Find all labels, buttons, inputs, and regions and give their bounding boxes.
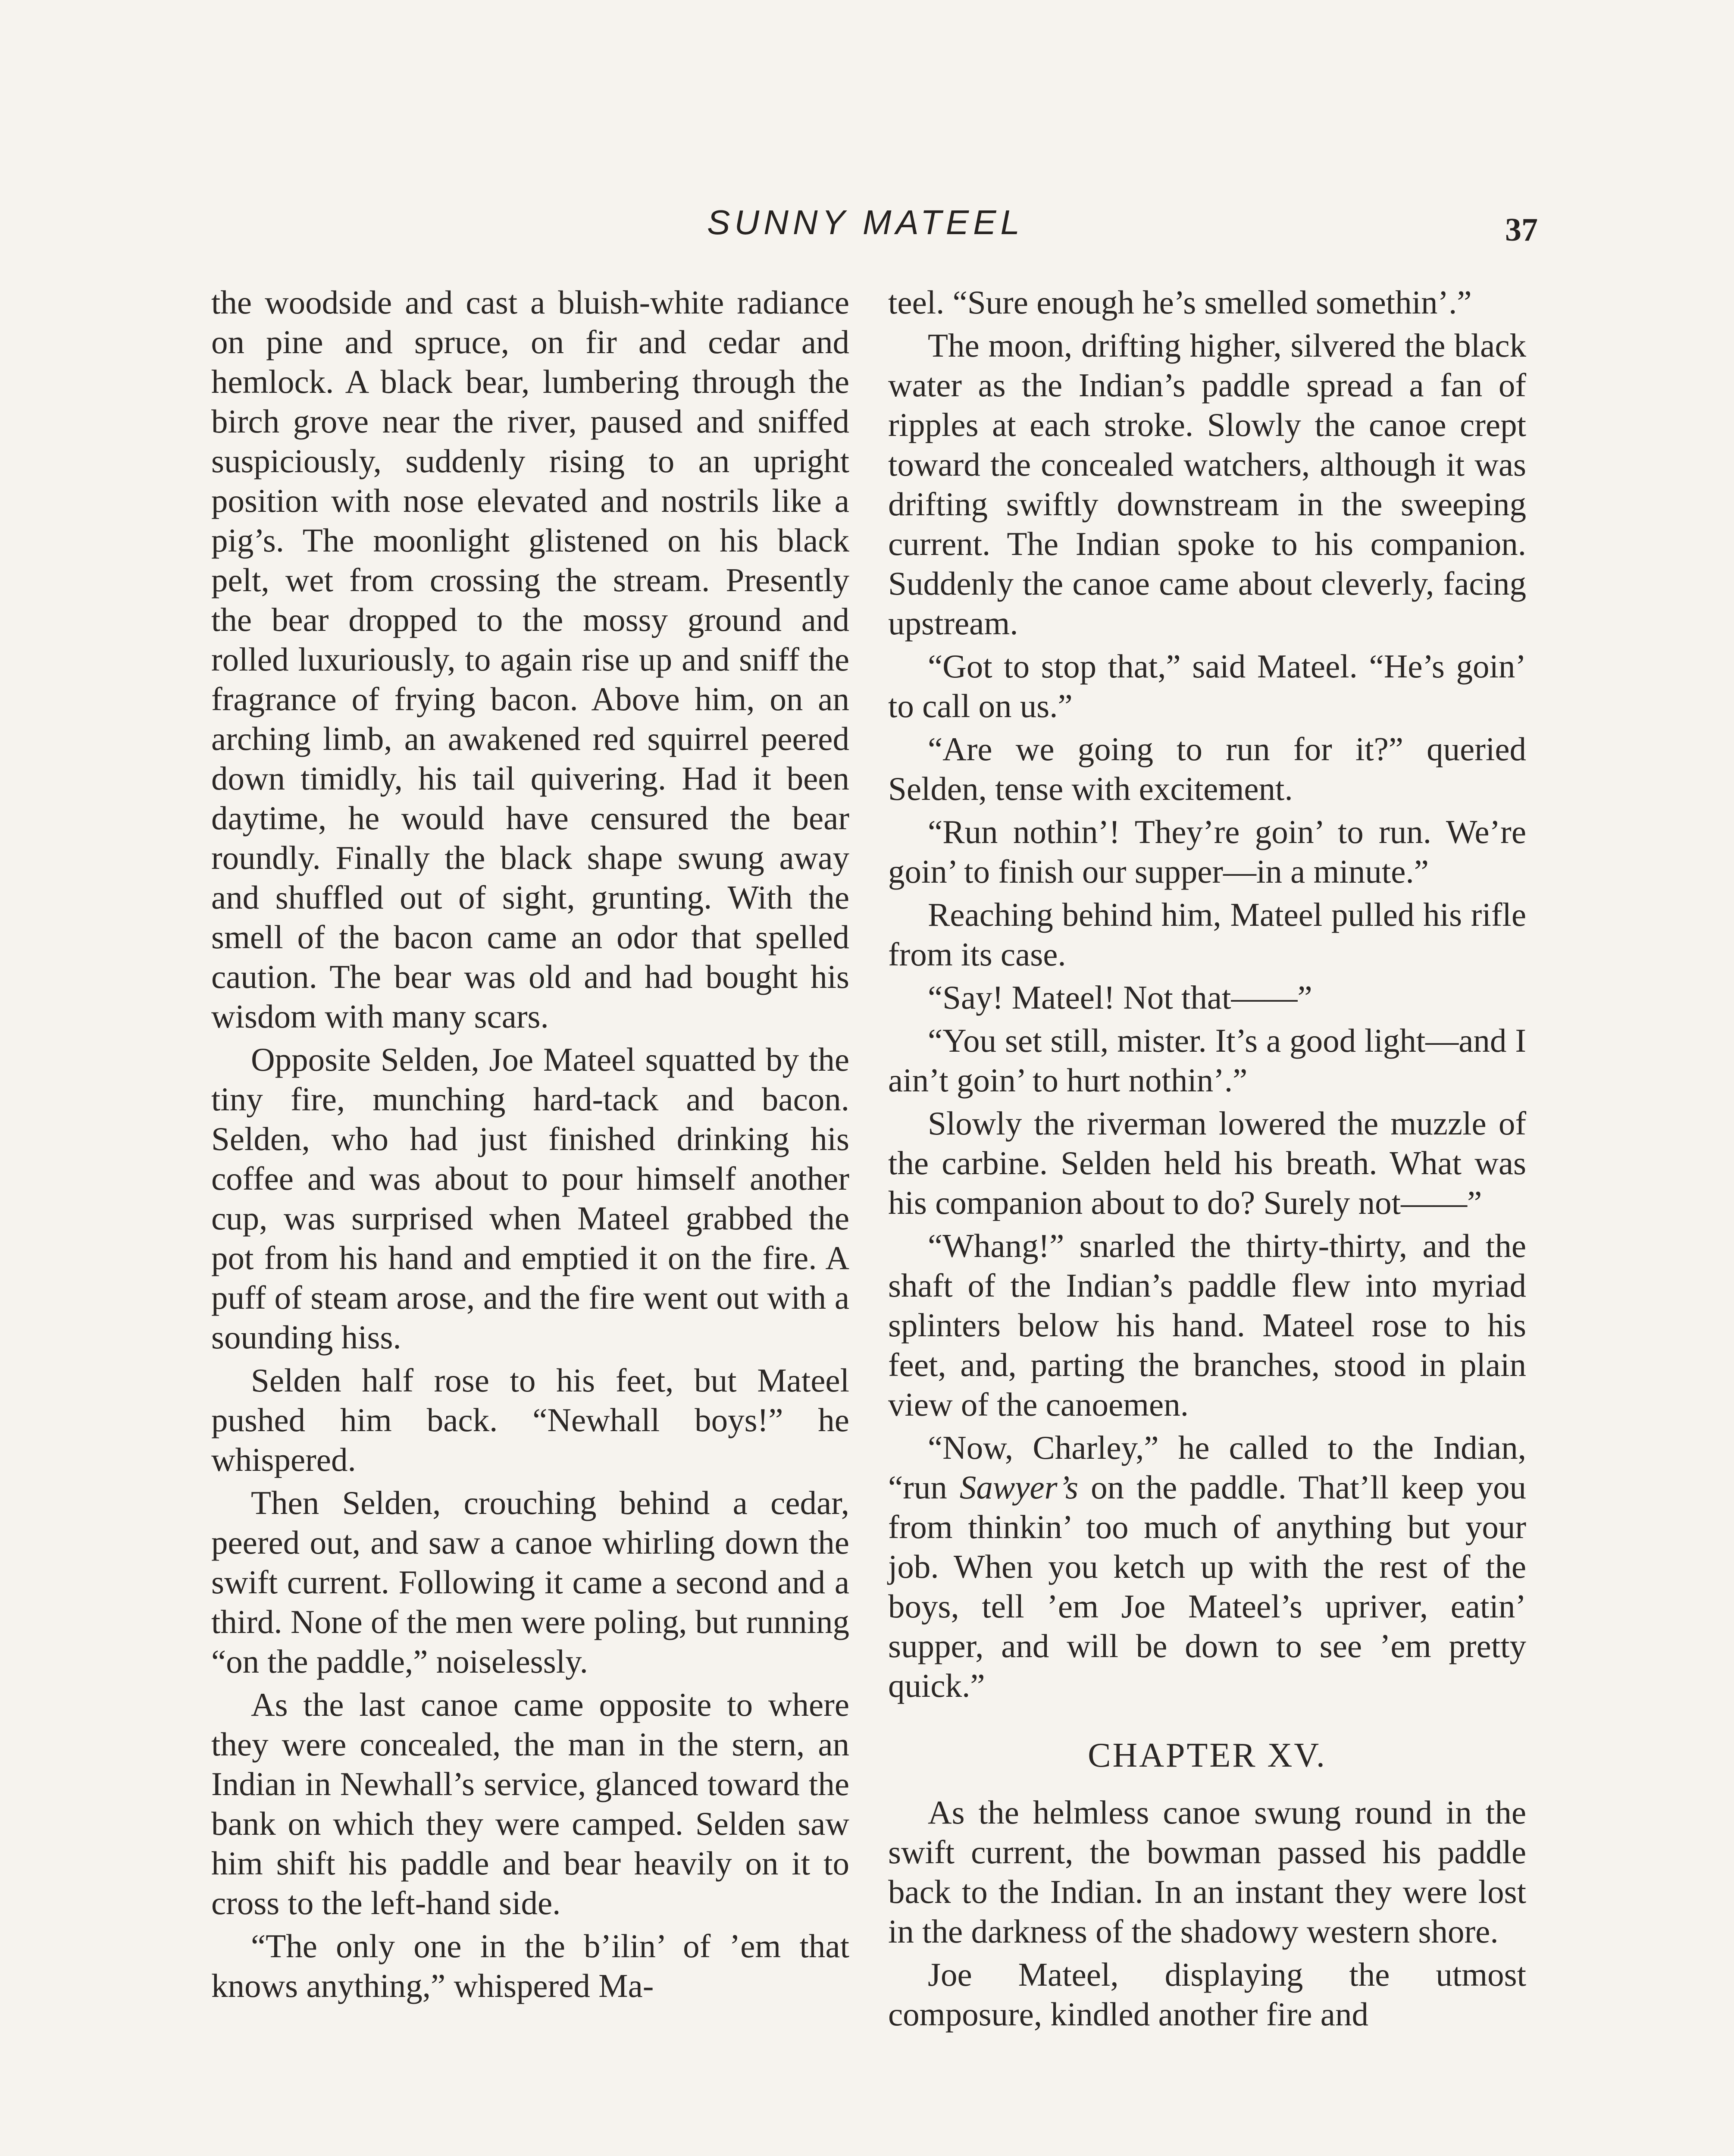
paragraph: The moon, drifting higher, silvered the black water as the Indian’s paddle spread a fan of ripples at each stroke. Slowly the canoe crept toward the concealed watchers, although it was drifting swiftly downstream in the sweeping current. The Indian spoke to his companion. Suddenly the canoe came about cleverly, facing upstream. — [888, 327, 1526, 642]
running-title: SUNNY MATEEL — [707, 203, 1024, 241]
paragraph: Reaching behind him, Mateel pulled his rifle from its case. — [888, 896, 1526, 973]
italic-text: Sawyer’s — [959, 1469, 1079, 1506]
paragraph: “You set still, mister. It’s a good light—and I ain’t goin’ to hurt nothin’.” — [888, 1022, 1526, 1099]
paragraph: As the helmless canoe swung round in the swift current, the bowman passed his paddle back to the Indian. In an instant they were lost in the darkness of the shadowy western shore. — [888, 1794, 1526, 1950]
right-column — [888, 282, 1526, 2037]
paragraph: As the last canoe came opposite to where they were concealed, the man in the stern, an Indian in Newhall’s service, glanced toward the bank on which they were camped. Selden saw him shift his paddle and bear heavily on it to cross to the left-hand side. — [211, 1686, 849, 1921]
left-column — [211, 282, 849, 2009]
paragraph: Selden half rose to his feet, but Mateel pushed him back. “Newhall boys!” he whispered. — [211, 1362, 849, 1478]
chapter-heading: CHAPTER XV. — [1088, 1736, 1327, 1774]
paragraph: Then Selden, crouching behind a cedar, peered out, and saw a canoe whirling down the swift current. Following it came a second and a third. None of the men were poling, but running “on the paddle,” noiselessly. — [211, 1484, 849, 1680]
paragraph: “Run nothin’! They’re goin’ to run. We’re goin’ to finish our supper—in a minute.” — [888, 813, 1526, 890]
paragraph: “Got to stop that,” said Mateel. “He’s goin’ to call on us.” — [888, 648, 1526, 724]
paragraph-with-italic — [888, 1428, 1526, 1705]
quote-text: “Now, Charley,” he called to the Indian, “run — [888, 1429, 1526, 1506]
paragraph: “Whang!” snarled the thirty-thirty, and the shaft of the Indian’s paddle flew into myriad splinters below his hand. Mateel rose to his feet, and, parting the branches, stood in plain view of the canoemen. — [888, 1227, 1526, 1423]
page-number: 37 — [1505, 212, 1538, 248]
paragraph: Joe Mateel, displaying the utmost composure, kindled another fire and — [888, 1956, 1526, 2033]
paragraph: “Are we going to run for it?” queried Selden, tense with excitement. — [888, 730, 1526, 807]
paragraph: Opposite Selden, Joe Mateel squatted by the tiny fire, munching hard-tack and bacon. Selden, who had just finished drinking his coffee and was about to pour himself another cup, was surprised when Mateel grabbed the pot from his hand and emptied it on the fire. A puff of steam arose, and the fire went out with a sounding hiss. — [211, 1041, 849, 1356]
paragraph: “The only one in the b’ilin’ of ’em that knows anything,” whispered Ma- — [211, 1927, 849, 2004]
paragraph-continuation: teel. “Sure enough he’s smelled somethin’.” — [888, 284, 1472, 321]
paragraph: “Say! Mateel! Not that——” — [928, 979, 1312, 1016]
paragraph: Slowly the riverman lowered the muzzle of the carbine. Selden held his breath. What was his companion about to do? Surely not——” — [888, 1105, 1526, 1221]
paragraph: the woodside and cast a bluish-white radiance on pine and spruce, on fir and cedar and hemlock. A black bear, lumbering through the birch grove near the river, paused and sniffed suspiciously, suddenly rising to an upright position with nose elevated and nostrils like a pig’s. The moonlight glistened on his black pelt, wet from crossing the stream. Presently the bear dropped to the mossy ground and rolled luxuriously, to again rise up and sniff the fragrance of frying bacon. Above him, on an arching limb, an awakened red squirrel peered down timidly, his tail quivering. Had it been daytime, he would have censured the bear roundly. Finally the black shape swung away and shuffled out of sight, grunting. With the smell of the bacon came an odor that spelled caution. The bear was old and had bought his wisdom with many scars. — [211, 284, 849, 1035]
quote-text: on the paddle. That’ll keep you from thinkin’ too much of anything but your job. When you ketch up with the rest of the boys, tell ’em Joe Mateel’s upriver, eatin’ supper, and will be down to see ’em pretty quick.” — [888, 1469, 1526, 1704]
